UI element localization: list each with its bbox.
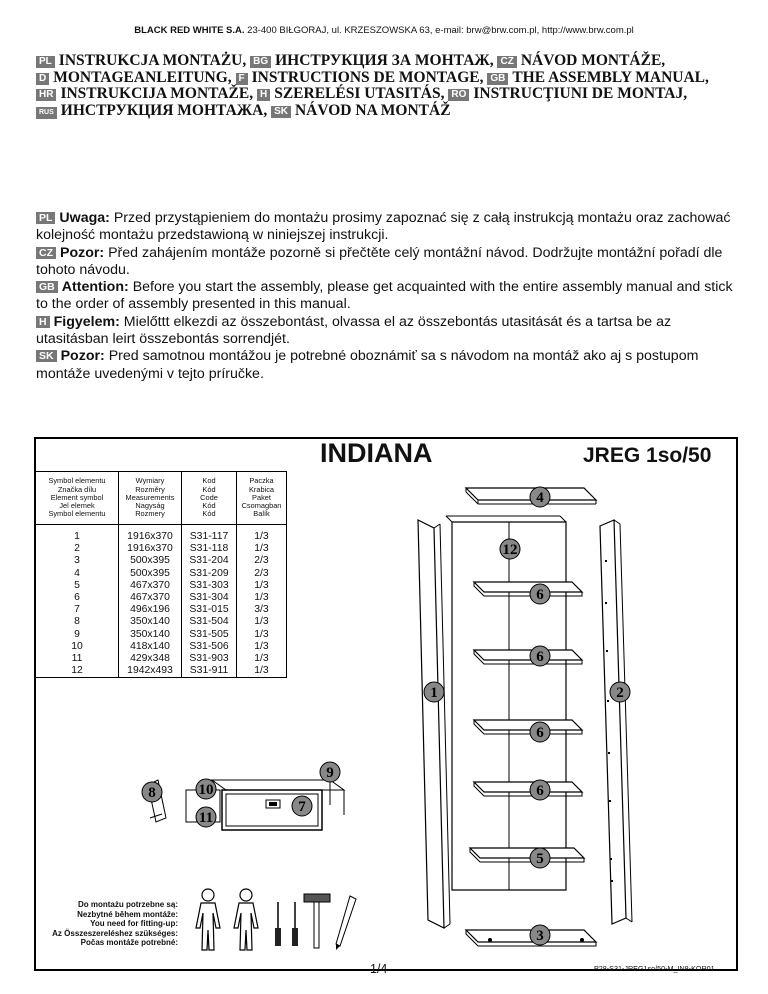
note-text: Mielőttt elkezdi az összebontást, olvassa el az összebontás utasitását és a tartsa be az utasitásban leirt összebontás sorrendjét. bbox=[36, 313, 672, 348]
table-cell: 3/3 bbox=[237, 604, 287, 616]
note-label: Attention: bbox=[61, 279, 129, 296]
note-label: Uwaga: bbox=[59, 210, 110, 226]
callout-2 bbox=[610, 682, 630, 702]
table-cell: 12 bbox=[36, 665, 119, 678]
table-cell: 11 bbox=[36, 653, 119, 665]
language-tag: D bbox=[36, 73, 49, 85]
tools-line: Nezbytné během montáže: bbox=[77, 909, 178, 919]
table-cell: 429x348 bbox=[119, 653, 182, 665]
table-cell: S31-505 bbox=[182, 629, 237, 641]
screwdriver-icon bbox=[292, 902, 298, 946]
parts-column-header: Paczka Krabica Paket Csomagban Balík bbox=[237, 472, 287, 525]
language-tag: HR bbox=[36, 89, 56, 101]
callout-label: 11 bbox=[198, 810, 214, 826]
language-tag: GB bbox=[487, 73, 508, 85]
language-tag: BG bbox=[250, 56, 271, 68]
table-cell: 350x140 bbox=[119, 629, 182, 641]
person-icon bbox=[196, 889, 220, 950]
language-tag: H bbox=[36, 316, 50, 328]
product-code: JREG 1so/50 bbox=[583, 444, 712, 467]
side-panel-2-drawing bbox=[600, 520, 632, 924]
language-tag: PL bbox=[36, 212, 55, 224]
manual-title: SZERELÉSI UTASITÁS, bbox=[274, 85, 445, 102]
manual-title: ИНСТРУКЦИЯ ЗА МОНТАЖ, bbox=[275, 52, 494, 69]
callout-label: 10 bbox=[198, 782, 214, 798]
note-label: Pozor: bbox=[60, 348, 105, 365]
table-cell: S31-504 bbox=[182, 616, 237, 628]
manual-title: ИНСТРУКЦИЯ МОНТАЖА, bbox=[60, 101, 268, 119]
table-cell: 1 bbox=[36, 525, 119, 544]
table-cell: 2/3 bbox=[237, 568, 287, 580]
language-tag: F bbox=[236, 73, 248, 85]
tools-line: Do montażu potrzebne są: bbox=[77, 900, 178, 909]
callout-label: 5 bbox=[536, 851, 544, 867]
callout-11 bbox=[196, 807, 216, 827]
table-cell: 500x395 bbox=[119, 568, 182, 580]
callout-label: 6 bbox=[536, 587, 544, 603]
table-cell: 10 bbox=[36, 641, 119, 653]
table-cell: 496x196 bbox=[119, 604, 182, 616]
table-cell: S31-303 bbox=[182, 580, 237, 592]
table-cell: 1916x370 bbox=[119, 543, 182, 555]
parts-column-header: Kod Kód Code Kód Kód bbox=[182, 472, 237, 525]
callout-label: 7 bbox=[298, 799, 306, 815]
person-icon bbox=[234, 889, 258, 950]
product-name: INDIANA bbox=[320, 438, 433, 468]
table-cell: 1/3 bbox=[237, 616, 287, 628]
manual-title: INSTRUKCJA MONTAŻU, bbox=[58, 52, 247, 69]
table-cell: 418x140 bbox=[119, 641, 182, 653]
callout-label: 3 bbox=[536, 928, 544, 944]
table-cell: 6 bbox=[36, 592, 119, 604]
callout-6 bbox=[530, 584, 550, 604]
table-cell: 2/3 bbox=[237, 555, 287, 567]
table-cell: S31-506 bbox=[182, 641, 237, 653]
table-cell: S31-304 bbox=[182, 592, 237, 604]
callout-3 bbox=[530, 925, 550, 945]
callout-10 bbox=[196, 779, 216, 799]
manual-title: NÁVOD NA MONTÁŽ bbox=[294, 101, 451, 119]
callout-1 bbox=[424, 682, 444, 702]
table-cell: 5 bbox=[36, 580, 119, 592]
table-cell: 350x140 bbox=[119, 616, 182, 628]
table-cell: 1/3 bbox=[237, 543, 287, 555]
callout-8 bbox=[142, 782, 162, 802]
table-cell: 4 bbox=[36, 568, 119, 580]
table-cell: S31-118 bbox=[182, 543, 237, 555]
table-cell: S31-911 bbox=[182, 665, 237, 678]
manual-title: NÁVOD MONTÁŽE, bbox=[520, 52, 666, 69]
callout-label: 12 bbox=[502, 542, 518, 558]
manual-title: INSTRUCŢIUNI DE MONTAJ, bbox=[473, 85, 688, 102]
table-cell: 7 bbox=[36, 604, 119, 616]
parts-column-header: Wymiary Rozměry Measurements Nagyság Rozmery bbox=[119, 472, 182, 525]
table-cell: 9 bbox=[36, 629, 119, 641]
table-cell: S31-015 bbox=[182, 604, 237, 616]
table-cell: S31-204 bbox=[182, 555, 237, 567]
tools-needed-text bbox=[36, 900, 178, 948]
callout-label: 6 bbox=[536, 649, 544, 665]
manual-title: INSTRUCTIONS DE MONTAGE, bbox=[251, 68, 484, 86]
callout-label: 9 bbox=[326, 765, 334, 781]
callout-6 bbox=[530, 780, 550, 800]
table-cell: 3 bbox=[36, 555, 119, 567]
callout-label: 4 bbox=[536, 490, 544, 506]
callout-9 bbox=[320, 762, 340, 782]
tools-line: You need for fitting-up: bbox=[90, 919, 178, 928]
language-tag: RUS bbox=[36, 107, 57, 119]
tools-line: Počas montáže potrebné: bbox=[80, 938, 178, 947]
table-cell: 467x370 bbox=[119, 592, 182, 604]
table-cell: 8 bbox=[36, 616, 119, 628]
table-cell: 467x370 bbox=[119, 580, 182, 592]
table-cell: 1916x370 bbox=[119, 525, 182, 544]
table-cell: 1/3 bbox=[237, 525, 287, 544]
manual-title: MONTAGEANLEITUNG, bbox=[53, 68, 232, 86]
callout-label: 6 bbox=[536, 783, 544, 799]
note-label: Figyelem: bbox=[53, 313, 120, 330]
document-reference: P28-S31-JREG1so/50-M_IN8-KOR01 bbox=[594, 964, 715, 973]
callout-5 bbox=[530, 848, 550, 868]
manual-title: INSTRUKCIJA MONTAŽE, bbox=[60, 85, 254, 102]
company-name: BLACK RED WHITE S.A. bbox=[134, 25, 245, 36]
language-tag: H bbox=[257, 89, 270, 101]
note-label: Pozor: bbox=[60, 244, 105, 261]
note-text: Before you start the assembly, please get acquainted with the entire assembly manual and stick to the order of assembly presented in this manual. bbox=[36, 279, 733, 313]
parts-column-header: Symbol elementu Značka dílu Element symbol Jel elemek Symbol elementu bbox=[36, 472, 119, 525]
callout-6 bbox=[530, 646, 550, 666]
note-text: Przed przystąpieniem do montażu prosimy zapoznać się z całą instrukcją montażu oraz zachować kolejność montażu przedstawioną w niniejszej instrukcji. bbox=[36, 210, 731, 244]
callout-label: 1 bbox=[430, 685, 438, 701]
table-cell: 1/3 bbox=[237, 641, 287, 653]
language-tag: SK bbox=[271, 106, 291, 118]
callout-7 bbox=[292, 796, 312, 816]
language-tag: PL bbox=[36, 56, 55, 68]
language-tag: CZ bbox=[497, 56, 516, 68]
table-cell: S31-903 bbox=[182, 653, 237, 665]
tools-line: Az Összeszereléshez szükséges: bbox=[52, 928, 178, 938]
table-cell: 1/3 bbox=[237, 629, 287, 641]
callout-4 bbox=[530, 487, 550, 507]
manual-title: THE ASSEMBLY MANUAL, bbox=[512, 68, 709, 86]
side-panel-1-drawing bbox=[418, 520, 450, 928]
note-text: Pred samotnou montážou je potrebné oboznámiť sa s návodom na montáž ako aj s postupom montáže uvedenými v tejto príručke. bbox=[36, 348, 699, 382]
language-tag: GB bbox=[36, 281, 58, 293]
note-text: Před zahájením montáže pozorně si přečtěte celý montážní návod. Dodržujte montážní pořadí dle tohoto návodu. bbox=[36, 244, 723, 278]
language-tag: RO bbox=[448, 89, 469, 101]
callout-12 bbox=[500, 539, 520, 559]
callout-6 bbox=[530, 722, 550, 742]
table-cell: 2 bbox=[36, 543, 119, 555]
table-cell: 1/3 bbox=[237, 653, 287, 665]
table-cell: 1942x493 bbox=[119, 665, 182, 678]
callout-label: 8 bbox=[148, 785, 156, 801]
callout-label: 2 bbox=[616, 685, 624, 701]
pencil-icon bbox=[336, 896, 356, 950]
table-cell: S31-209 bbox=[182, 568, 237, 580]
table-cell: 1/3 bbox=[237, 665, 287, 678]
page-number: 1/4 bbox=[370, 962, 388, 976]
hammer-icon bbox=[304, 894, 330, 948]
company-address: 23-400 BIŁGORAJ, ul. KRZESZOWSKA 63, e-mail: brw@brw.com.pl, http://www.brw.com.pl bbox=[247, 25, 634, 36]
table-cell: 1/3 bbox=[237, 580, 287, 592]
language-tag: CZ bbox=[36, 247, 56, 259]
table-cell: S31-117 bbox=[182, 525, 237, 544]
table-cell: 1/3 bbox=[237, 592, 287, 604]
table-cell: 500x395 bbox=[119, 555, 182, 567]
screwdriver-icon bbox=[275, 902, 281, 946]
callout-label: 6 bbox=[536, 725, 544, 741]
back-panel-12-drawing bbox=[446, 516, 566, 890]
language-tag: SK bbox=[36, 350, 57, 362]
